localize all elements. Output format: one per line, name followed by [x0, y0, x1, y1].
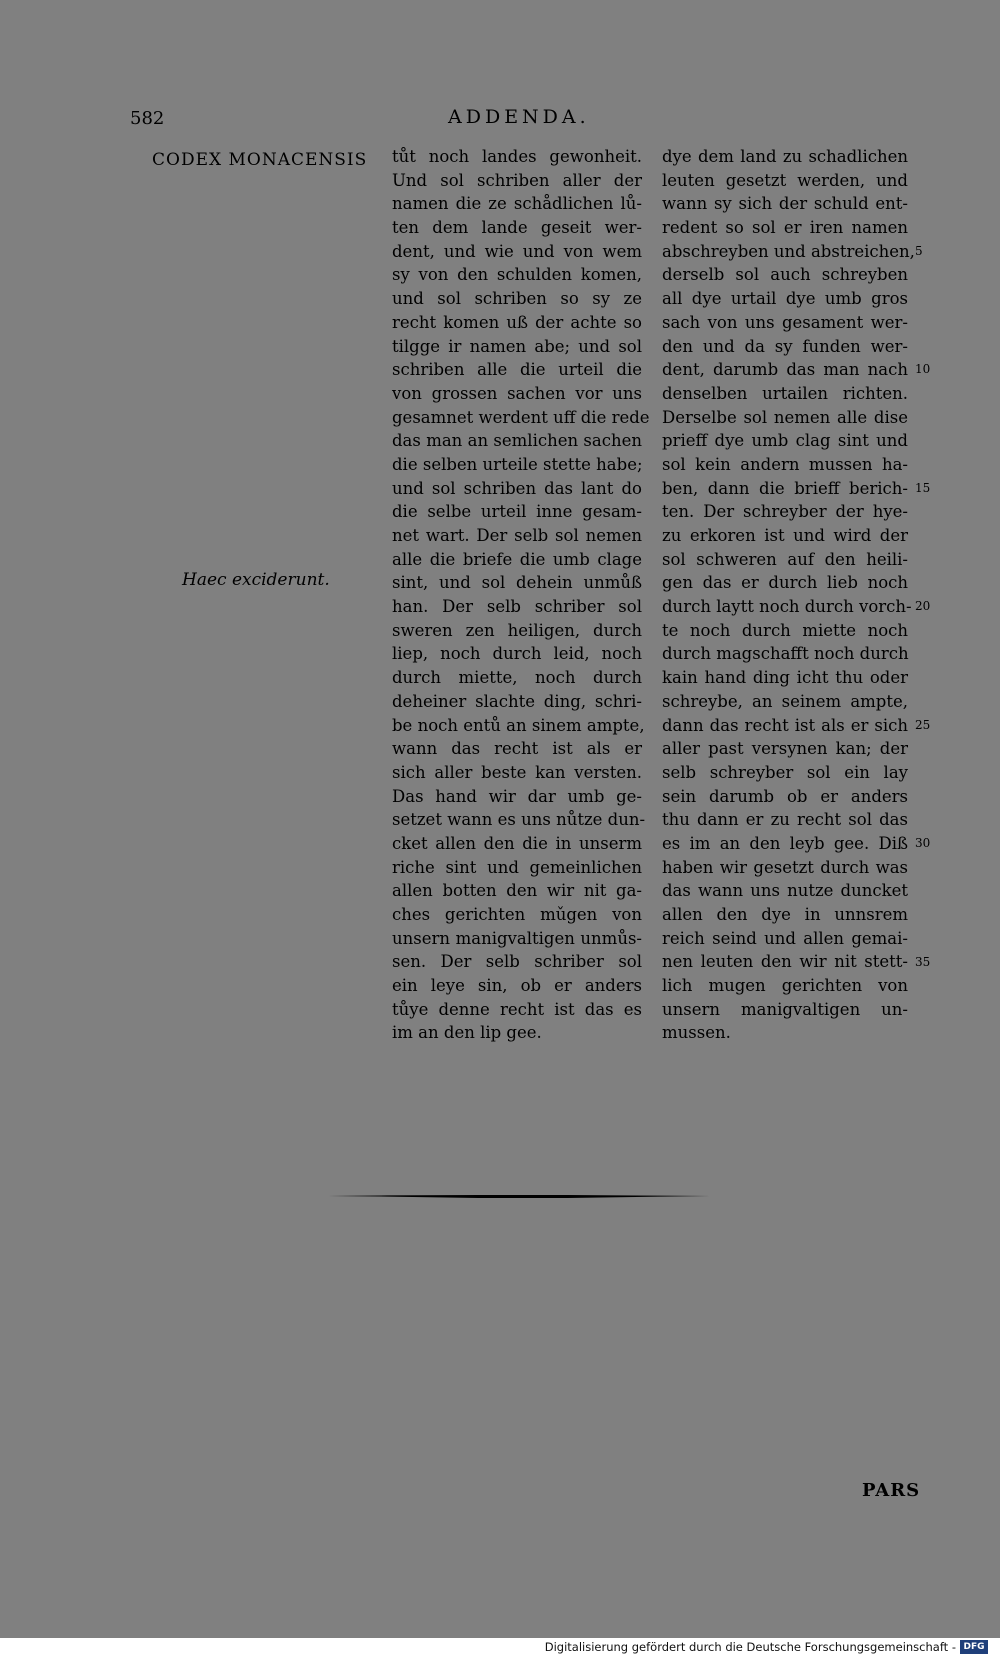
text-line: allen botten den wir nit ga-: [392, 881, 642, 901]
text-line: net wart. Der selb sol nemen: [392, 526, 642, 545]
text-line: den und da sy funden wer-: [662, 336, 908, 356]
line-number: 15: [915, 480, 931, 495]
text-line: sach von uns gesament wer-: [662, 312, 908, 332]
text-line: das wann uns nutze duncket: [662, 881, 908, 901]
text-line: im an den lip gee.: [392, 1023, 542, 1043]
text-line: sein darumb ob er anders: [662, 786, 908, 806]
text-line: sy von den schulden komen,: [392, 265, 642, 285]
text-line: be noch entů an sinem ampte,: [392, 715, 645, 735]
line-number: 30: [915, 836, 931, 851]
text-line: reich seind und allen gemai-: [662, 928, 908, 948]
text-line: wann das recht ist als er: [392, 739, 642, 759]
text-line: abschreyben und abstreichen,: [662, 241, 915, 261]
text-line: mussen.: [662, 1023, 731, 1043]
running-title: ADDENDA.: [448, 106, 590, 128]
text-line: durch magschafft noch durch: [662, 644, 909, 664]
left-text-column: [392, 145, 650, 1045]
text-line: Das hand wir dar umb ge-: [392, 786, 642, 806]
text-line: thu dann er zu recht sol das: [662, 810, 908, 830]
text-line: schreybe, an seinem ampte,: [662, 691, 908, 711]
text-line: zu erkoren ist und wird der: [662, 526, 908, 545]
text-line: die selbe urteil inne gesam-: [392, 502, 642, 522]
text-line: unsern manigvaltigen un-: [662, 999, 908, 1019]
text-line: leuten gesetzt werden, und: [662, 170, 908, 190]
text-line: durch miette, noch durch: [392, 668, 642, 688]
text-line: sweren zen heiligen, durch: [392, 620, 642, 640]
margin-heading: CODEX MONACENSIS: [152, 150, 368, 170]
text-line: ein leye sin, ob er anders: [392, 976, 642, 996]
right-text-column: [662, 145, 915, 1045]
text-line: ten dem lande geseit wer-: [392, 218, 642, 238]
text-line: ten. Der schreyber der hye-: [662, 502, 908, 522]
text-line: durch laytt noch durch vorch-: [662, 597, 912, 617]
page-number: 582: [130, 108, 165, 129]
text-line: liep, noch durch leid, noch: [392, 644, 642, 664]
line-number: 35: [915, 954, 931, 969]
line-number: 10: [915, 362, 931, 377]
text-line: von grossen sachen vor uns: [392, 383, 642, 403]
text-line: ches gerichten mǔgen von: [392, 905, 642, 924]
footer-credit: Digitalisierung gefördert durch die Deutsche Forschungsgemeinschaft -: [544, 1640, 956, 1654]
text-line: han. Der selb schriber sol: [392, 597, 642, 617]
text-line: tilgge ir namen abe; und sol: [392, 336, 642, 356]
text-line: alle die briefe die umb clage: [392, 549, 642, 569]
catchword: PARS: [862, 1480, 921, 1501]
text-line: Und sol schriben aller der: [392, 170, 642, 190]
text-line: ben, dann die brieff berich-: [662, 478, 908, 498]
text-line: haben wir gesetzt durch was: [662, 857, 908, 877]
text-line: wann sy sich der schuld ent-: [662, 194, 908, 214]
text-line: sol kein andern mussen ha-: [662, 454, 908, 474]
text-line: selb schreyber sol ein lay: [662, 762, 908, 782]
text-line: namen die ze schådlichen lů-: [392, 194, 642, 214]
dfg-logo: DFG: [960, 1640, 988, 1654]
text-line: schriben alle die urteil die: [392, 360, 642, 380]
text-line: te noch durch miette noch: [662, 620, 908, 640]
text-line: sich aller beste kan versten.: [392, 762, 642, 782]
text-line: redent so sol er iren namen: [662, 218, 908, 238]
text-line: und sol schriben so sy ze: [392, 289, 642, 309]
text-line: das man an semlichen sachen: [392, 431, 642, 451]
text-line: kain hand ding icht thu oder: [662, 668, 908, 688]
text-line: cket allen den die in unserm: [392, 833, 642, 853]
text-line: tůye denne recht ist das es: [392, 999, 642, 1019]
text-line: es im an den leyb gee. Diß: [662, 833, 908, 853]
text-line: sol schweren auf den heili-: [662, 549, 908, 569]
line-number: 25: [915, 717, 931, 732]
text-line: tůt noch landes gewonheit.: [392, 147, 642, 166]
text-line: sint, und sol dehein unmůß: [392, 573, 642, 593]
margin-note: Haec exciderunt.: [182, 570, 330, 590]
text-line: allen den dye in unnsrem: [662, 905, 908, 924]
text-line: sen. Der selb schriber sol: [392, 952, 642, 972]
line-number: 5: [915, 243, 923, 258]
text-line: dann das recht ist als er sich: [662, 715, 908, 735]
text-line: dent, darumb das man nach: [662, 360, 908, 380]
text-line: die selben urteile stette habe;: [392, 454, 643, 474]
text-line: derselb sol auch schreyben: [662, 265, 908, 285]
text-line: unsern manigvaltigen unmůs-: [392, 928, 642, 948]
text-line: denselben urtailen richten.: [662, 383, 908, 403]
text-line: und sol schriben das lant do: [392, 478, 642, 498]
text-line: gen das er durch lieb noch: [662, 573, 908, 593]
line-number: 20: [915, 599, 931, 614]
text-line: gesamnet werdent uff die rede: [392, 407, 650, 427]
text-line: all dye urtail dye umb gros: [662, 289, 908, 309]
text-line: Derselbe sol nemen alle dise: [662, 407, 908, 427]
text-line: riche sint und gemeinlichen: [392, 857, 642, 877]
text-line: prieff dye umb clag sint und: [662, 431, 908, 451]
text-line: dent, und wie und von wem: [392, 241, 642, 261]
text-line: aller past versynen kan; der: [662, 739, 908, 759]
text-line: dye dem land zu schadlichen: [662, 147, 908, 166]
separator-rule: [328, 1192, 710, 1200]
text-line: nen leuten den wir nit stett-: [662, 952, 908, 972]
text-line: deheiner slachte ding, schri-: [392, 691, 642, 711]
text-line: recht komen uß der achte so: [392, 312, 642, 332]
text-line: lich mugen gerichten von: [662, 976, 908, 996]
text-line: setzet wann es uns nůtze dun-: [392, 810, 646, 830]
